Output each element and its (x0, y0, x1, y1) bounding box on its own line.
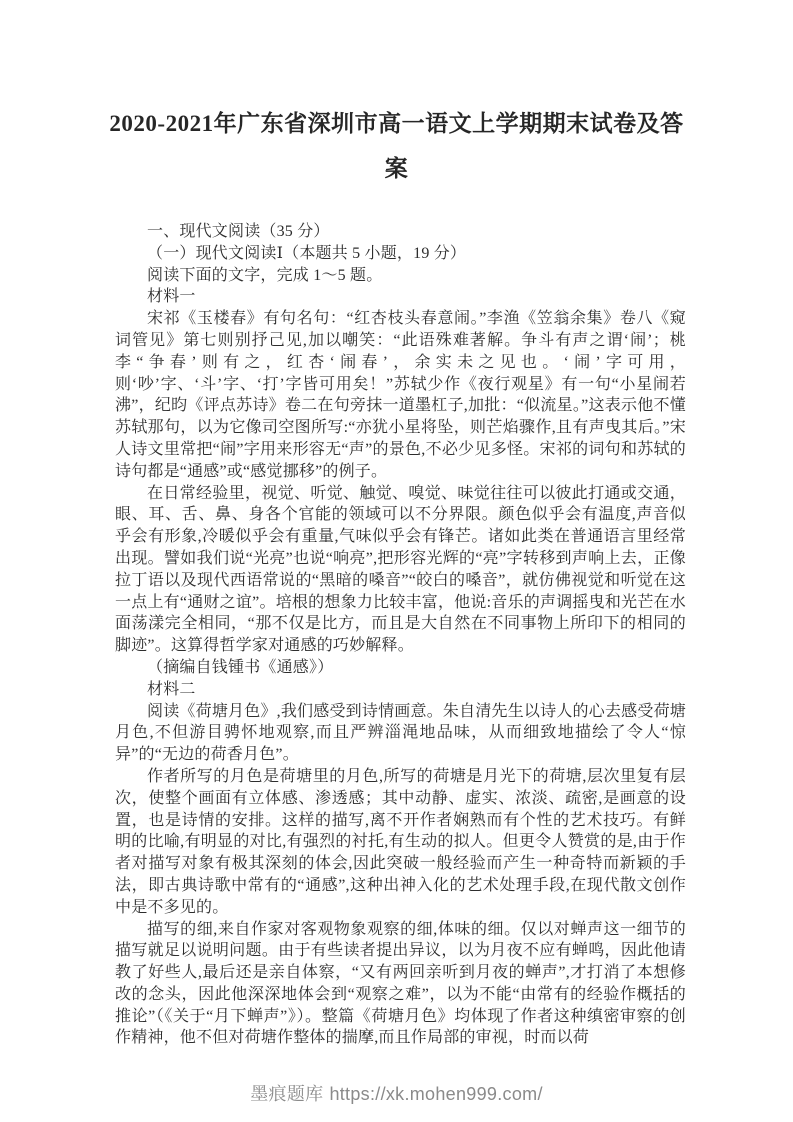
footer-url[interactable]: https://xk.mohen999.com/ (329, 1084, 543, 1104)
page-title: 2020-2021年广东省深圳市高一语文上学期期末试卷及答案 (109, 111, 684, 181)
material-one-source: （摘编自钱锺书《通感》） (147, 658, 334, 676)
page-footer (0, 1080, 793, 1106)
material-one-label: 材料一 (147, 288, 196, 306)
material-two-paragraph-1: 阅读《荷塘月色》,我们感受到诗情画意。朱自清先生以诗人的心去感受荷塘月色,不但游目骋怀地观察,而且严辨淄渑地品味，从而细致地描绘了令人“惊异”的“无边的荷香月色”。 (115, 702, 686, 764)
material-one-paragraph-2: 在日常经验里，视觉、听觉、触觉、嗅觉、味觉往往可以彼此打通或交通，眼、耳、舌、鼻、身各个官能的领域可以不分界限。颜色似乎会有温度,声音似乎会有形象,冷暖似乎会有重量,气味似乎会有锋芒。诸如此类在普通语言里经常出现。譬如我们说“光亮”也说“响亮”,把形容光辉的“亮”字转移到声响上去，正像拉丁语以及现代西语常说的“黑暗的嗓音”“皎白的嗓音”，就仿佛视觉和听觉在这一点上有“通财之谊”。培根的想象力比较丰富，他说:音乐的声调摇曳和光芒在水面荡漾完全相同，“那不仅是比方，而且是大自然在不同事物上所印下的相同的脚迹”。这算得哲学家对通感的巧妙解释。 (115, 484, 686, 655)
footer-site-name: 墨痕题库 (250, 1084, 324, 1104)
material-two-paragraph-2: 作者所写的月色是荷塘里的月色,所写的荷塘是月光下的荷塘,层次里复有层次，使整个画面有立体感、渗透感；其中动静、虚实、浓淡、疏密,是画意的设置，也是诗情的安排。这样的描写,离不开作者娴熟而有个性的艺术技巧。有鲜明的比喻,有明显的对比,有强烈的衬托,有生动的拟人。但更令人赞赏的是,由于作者对描写对象有极其深刻的体会,因此突破一般经验而产生一种奇特而新颖的手法，即古典诗歌中常有的“通感”,这种出神入化的艺术处理手段,在现代散文创作中是不多见的。 (115, 767, 686, 916)
exam-content (115, 221, 686, 1049)
reading-instruction: 阅读下面的文字，完成 1～5 题。 (147, 266, 383, 284)
subsection-heading: （一）现代文阅读Ⅰ（本题共 5 小题，19 分） (147, 244, 467, 262)
material-two-label: 材料二 (147, 680, 196, 698)
material-two-paragraph-3: 描写的细,来自作家对客观物象观察的细,体味的细。仅以对蝉声这一细节的描写就足以说明问题。由于有些读者提出异议，以为月夜不应有蝉鸣，因此他请教了好些人,最后还是亲自体察，“又有两回亲听到月夜的蝉声”,才打消了本想修改的念头，因此他深深地体会到“观察之难”，以为不能“由常有的经验作概括的推论”（《关于“月下蝉声”》）。整篇《荷塘月色》均体现了作者这种缜密审察的创作精神，他不但对荷塘作整体的揣摩,而且作局部的审视，时而以荷 (115, 920, 686, 1047)
material-one-paragraph-1: 宋祁《玉楼春》有句名句：“红杏枝头春意闹。”李渔《笠翁余集》卷八《窥词管见》第七则别抒己见,加以嘲笑：“此语殊难著解。争斗有声之谓‘闹’；桃李“争春’则有之，红杏‘闹春’，余实未之见也。‘闹’字可用，则‘吵’字、‘斗’字、‘打’字皆可用矣！”苏轼少作《夜行观星》有一句“小星闹若沸”，纪昀《评点苏诗》卷二在句旁抹一道墨杠子,加批：“似流星。”这表示他不懂苏轼那句，以为它像司空图所写:“亦犹小星将坠，则芒焰骤作,且有声曳其后。”宋人诗文里常把“闹”字用来形容无“声”的景色,不必少见多怪。宋祁的词句和苏轼的诗句都是“通感”或“感觉挪移”的例子。 (115, 310, 686, 480)
section-heading: 一、现代文阅读（35 分） (147, 223, 330, 240)
